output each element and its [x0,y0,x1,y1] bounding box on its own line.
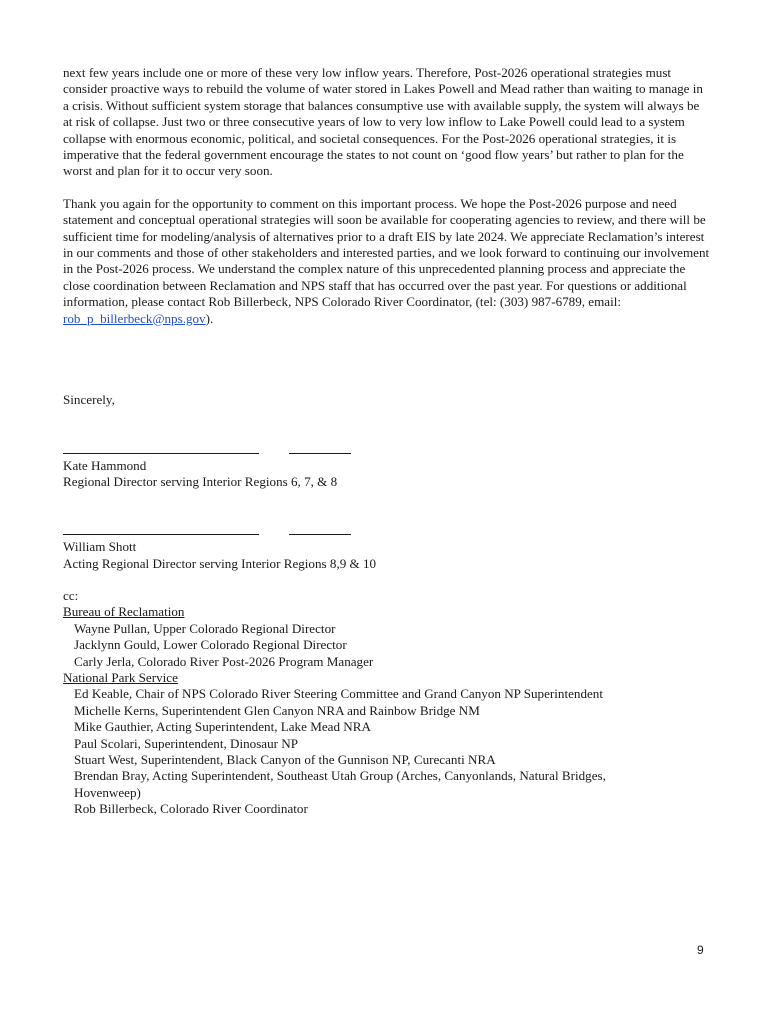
cc-item: Jacklynn Gould, Lower Colorado Regional Director [74,637,347,653]
date-blank [289,442,351,454]
signature-blank [63,442,259,454]
body-paragraph-2-text: Thank you again for the opportunity to comment on this important process. We hope the Post-2026 purpose and need statement and conceptual operational strategies will soon be available for cooperating agencies to review, and there will be sufficient time for modeling/analysis of alternatives prior to a draft EIS by late 2024. We appreciate Reclamation’s interest in our comments and those of other stakeholders and interested parties, and we look forward to continuing our involvement in the Post-2026 process. We understand the complex nature of this unprecedented planning process and appreciate the close coordination between Reclamation and NPS staff that has occurred over the past year. For questions or additional information, please contact Rob Billerbeck, NPS Colorado River Coordinator, (tel: (303) 987-6789, email: [63,195,710,310]
body-paragraph-1: next few years include one or more of these very low inflow years. Therefore, Post-2026 operational strategies must consider proactive ways to rebuild the volume of water stored in Lakes Powell and Mead rather than waiting to manage in a crisis. Without sufficient system storage that balances consumptive use with available supply, the system will always be at risk of collapse. Just two or three consecutive years of low to very low inflow to Lake Powell could lead to a system collapse with enormous economic, political, and societal consequences. For the Post-2026 operational strategies, it is imperative that the federal government encourage the states to not count on ‘good flow years’ but rather to plan for the worst and plan for it to occur very soon. [63,65,703,179]
body-paragraph-2-end: ). [205,310,214,326]
signatory-name: Kate Hammond [63,457,147,473]
cc-item: Carly Jerla, Colorado River Post-2026 Program Manager [74,653,374,669]
cc-item: Rob Billerbeck, Colorado River Coordinator [74,801,308,817]
signature-line-2 [63,523,711,539]
signature-line-1 [63,442,711,458]
signatory-title: Regional Director serving Interior Regions 6, 7, & 8 [63,474,338,490]
cc-item: Michelle Kerns, Superintendent Glen Canyon NRA and Rainbow Bridge NM [74,702,480,718]
cc-list [63,588,711,818]
closing-salutation: Sincerely, [63,392,115,408]
date-blank [289,523,351,535]
signatory-name: William Shott [63,539,137,555]
signatory-title: Acting Regional Director serving Interior Regions 8,9 & 10 [63,555,377,571]
cc-item: Hovenweep) [74,784,141,800]
email-link[interactable]: rob_p_billerbeck@nps.gov [63,310,206,326]
cc-item: Mike Gauthier, Acting Superintendent, Lake Mead NRA [74,719,371,735]
cc-item: Stuart West, Superintendent, Black Canyon of the Gunnison NP, Curecanti NRA [74,752,496,767]
cc-group-header: Bureau of Reclamation [63,604,185,620]
signature-blank [63,523,259,535]
cc-item: Paul Scolari, Superintendent, Dinosaur NP [74,735,299,751]
page-number: 9 [697,943,704,957]
body-paragraph-2 [63,196,711,327]
cc-group-header: National Park Service [63,669,178,685]
cc-label: cc: [63,587,79,603]
cc-item: Wayne Pullan, Upper Colorado Regional Director [74,620,336,636]
cc-item: Brendan Bray, Acting Superintendent, Southeast Utah Group (Arches, Canyonlands, Natural Bridges, [74,768,606,784]
document-page [63,65,711,818]
cc-item: Ed Keable, Chair of NPS Colorado River Steering Committee and Grand Canyon NP Superintendent [74,686,603,702]
